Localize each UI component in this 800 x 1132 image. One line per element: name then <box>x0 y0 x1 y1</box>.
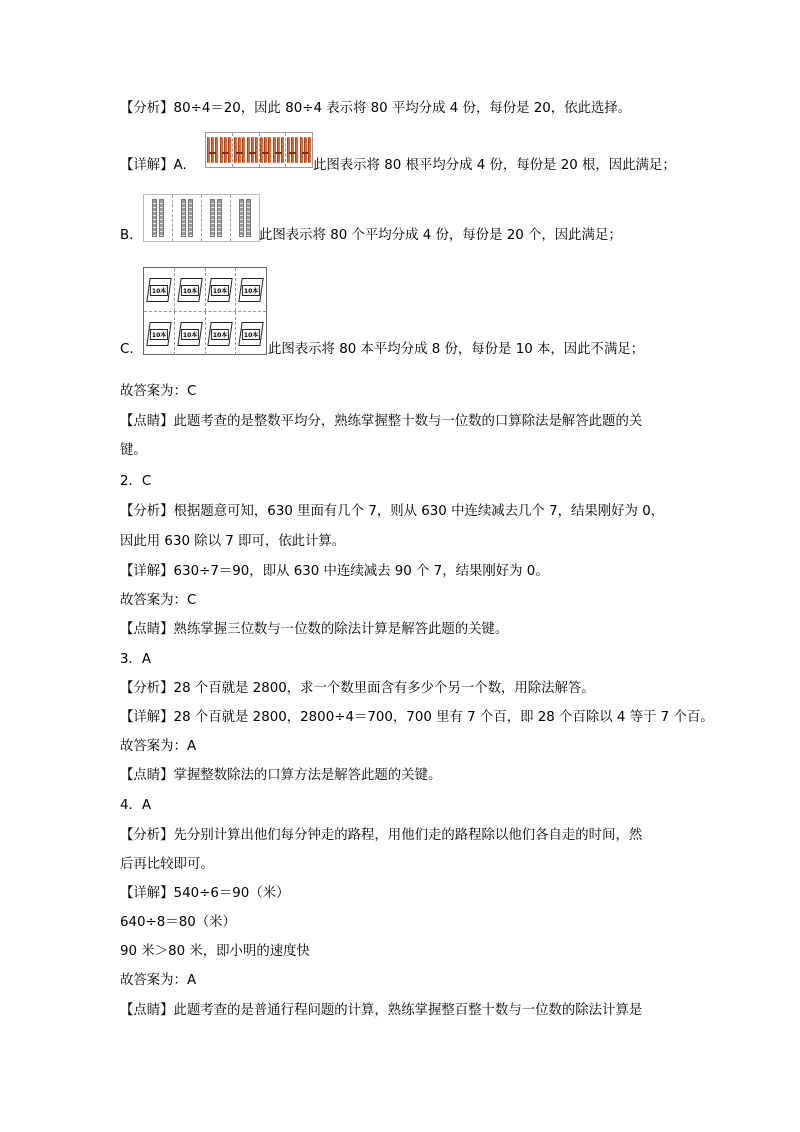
answer-q1: 故答案为：C <box>120 384 197 399</box>
comment-q1-line1: 【点睛】此题考查的是整数平均分，熟练掌握整十数与一位数的口算除法是解答此题的关 <box>120 414 643 429</box>
detail-q1-b-text: 此图表示将 80 个平均分成 4 份，每份是 20 个，因此满足； <box>259 228 622 243</box>
analysis-q4-line1: 【分析】先分别计算出他们每分钟走的路程，用他们走的路程除以他们各自走的时间，然 <box>120 828 643 843</box>
detail-q1-c-label: C. <box>120 342 134 357</box>
book-label: 10本 <box>211 328 229 339</box>
detail-q4-line1: 【详解】540÷6＝90（米） <box>120 886 290 901</box>
book-label: 10本 <box>180 284 198 295</box>
book-label: 10本 <box>242 284 260 295</box>
analysis-q4-line2: 后再比较即可。 <box>120 857 214 872</box>
detail-q1-a-label: 【详解】A. <box>120 158 187 173</box>
answer-q4: 故答案为：A <box>120 973 197 988</box>
book-label: 10本 <box>150 284 168 295</box>
detail-q4-line2: 640÷8＝80（米） <box>120 915 236 930</box>
question-2-answer: 2．C <box>120 474 152 489</box>
analysis-q2-line1: 【分析】根据题意可知，630 里面有几个 7，则从 630 中连续减去几个 7，结果刚好为 0， <box>120 504 665 519</box>
detail-q4-line3: 90 米＞80 米，即小明的速度快 <box>120 944 310 959</box>
detail-q3: 【详解】28 个百就是 2800，2800÷4＝700，700 里有 7 个百，即 28 个百除以 4 等于 7 个百。 <box>120 710 714 725</box>
comment-q1-line2: 键。 <box>120 443 147 458</box>
question-4-answer: 4．A <box>120 798 152 813</box>
answer-q3: 故答案为：A <box>120 739 197 754</box>
figure-c-books <box>143 267 267 355</box>
figure-b-unit-rods <box>143 194 260 242</box>
analysis-q2-line2: 因此用 630 除以 7 即可，依此计算。 <box>120 534 346 549</box>
question-3-answer: 3．A <box>120 652 152 667</box>
book-label: 10本 <box>150 328 168 339</box>
book-label: 10本 <box>180 328 198 339</box>
detail-q1-c-text: 此图表示将 80 本平均分成 8 份，每份是 10 本，因此不满足； <box>268 342 645 357</box>
comment-q3: 【点睛】掌握整数除法的口算方法是解答此题的关键。 <box>120 768 442 783</box>
book-label: 10本 <box>242 328 260 339</box>
book-label: 10本 <box>211 284 229 295</box>
comment-q4: 【点睛】此题考查的是普通行程问题的计算，熟练掌握整百整十数与一位数的除法计算是 <box>120 1003 643 1018</box>
detail-q1-b-label: B. <box>120 228 134 243</box>
detail-q2: 【详解】630÷7＝90，即从 630 中连续减去 90 个 7，结果刚好为 0。 <box>120 564 549 579</box>
figure-a-stick-bundles <box>205 132 313 168</box>
answer-q2: 故答案为：C <box>120 593 197 608</box>
analysis-q3: 【分析】28 个百就是 2800，求一个数里面含有多少个另一个数，用除法解答。 <box>120 681 595 696</box>
comment-q2: 【点睛】熟练掌握三位数与一位数的除法计算是解答此题的关键。 <box>120 622 509 637</box>
analysis-q1: 【分析】80÷4＝20，因此 80÷4 表示将 80 平均分成 4 份，每份是 20，依此选择。 <box>120 101 632 116</box>
detail-q1-a-text: 此图表示将 80 根平均分成 4 份，每份是 20 根，因此满足； <box>313 158 676 173</box>
